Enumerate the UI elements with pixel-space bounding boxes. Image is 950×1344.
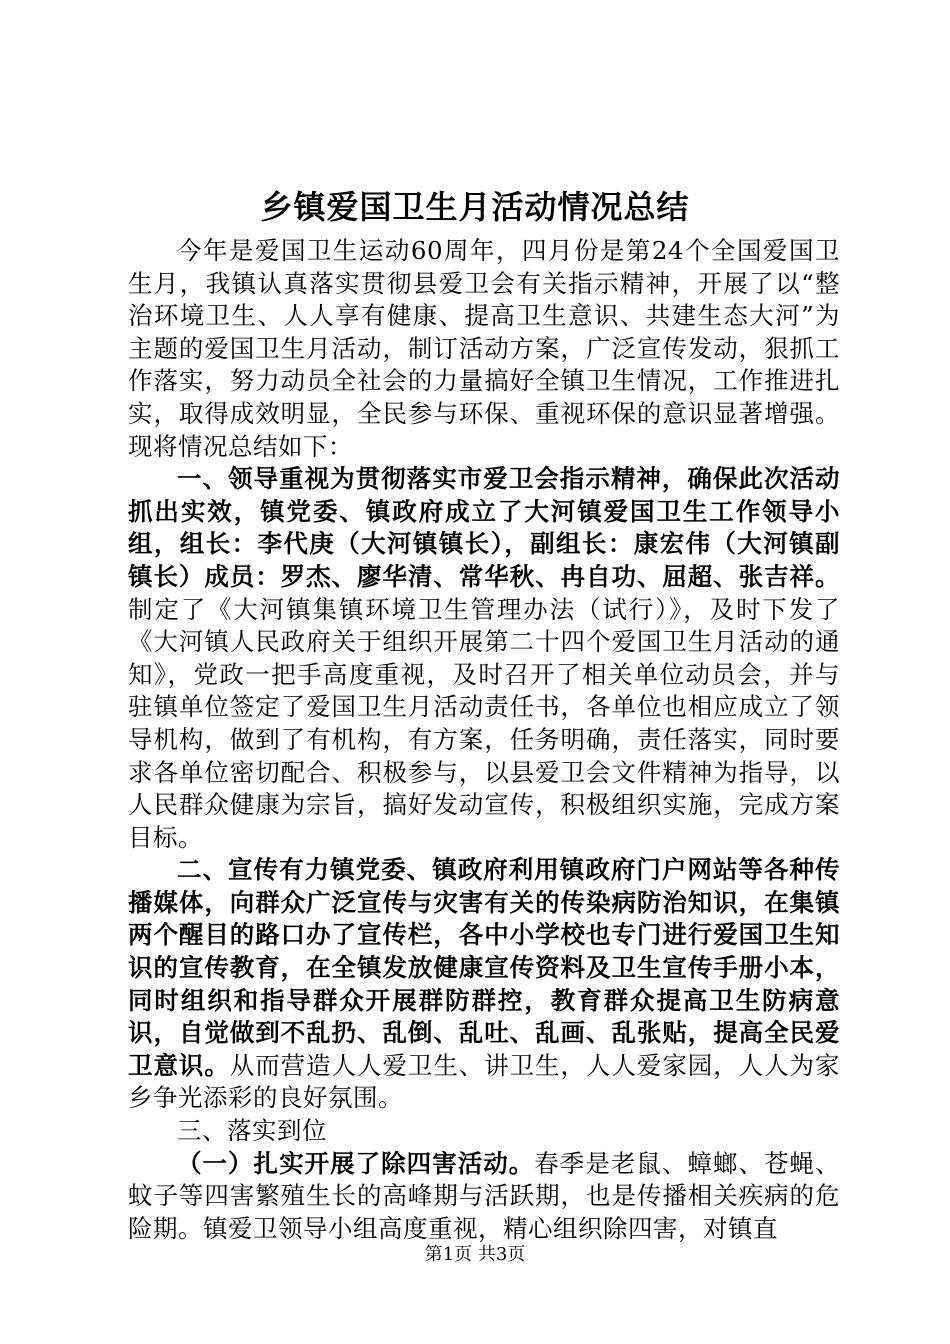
section-2-text: 从而营造人人爱卫生、讲卫生，人人爱家园，人人为家乡争光添彩的良好氛围。 [128,1050,841,1113]
document-title: 乡镇爱国卫生月活动情况总结 [260,188,690,226]
section-3-sub-1-text: 春季是老鼠、蟑螂、苍蝇、蚊子等四害繁殖生长的高峰期与活跃期，也是传播相关疾病的危险期。镇爱卫领导小组高度重视，精心组织除四害，对镇直 [128,1148,841,1243]
section-1-paragraph [128,463,840,854]
section-1-strong: 一、领导重视为贯彻落实市爱卫会指示精神，确保此次活动抓出实效，镇党委、镇政府成立了大河镇爱国卫生工作领导小组，组长：李代庚（大河镇镇长），副组长：康宏伟（大河镇副镇长）成员：罗杰、廖华清、常华秋、冉自功、屈超、张吉祥。 [128,464,840,591]
section-3-sub-1-paragraph [128,1148,840,1246]
intro-paragraph: 今年是爱国卫生运动60周年，四月份是第24个全国爱国卫生月，我镇认真落实贯彻县爱卫会有关指示精神，开展了以“整治环境卫生、人人享有健康、提高卫生意识、共建生态大河”为主题的爱国卫生月活动，制订活动方案，广泛宣传发动，狠抓工作落实，努力动员全社会的力量搞好全镇卫生情况，工作推进扎实，取得成效明显，全民参与环保、重视环保的意识显著增强。现将情况总结如下： [128,236,840,461]
section-3-heading: 三、落实到位 [177,1116,327,1146]
section-1-text: 制定了《大河镇集镇环境卫生管理办法（试行）》，及时下发了《大河镇人民政府关于组织开展第二十四个爱国卫生月活动的通知》，党政一把手高度重视，及时召开了相关单位动员会，并与驻镇单位签定了爱国卫生月活动责任书，各单位也相应成立了领导机构，做到了有机构，有方案，任务明确，责任落实，同时要求各单位密切配合、积极参与，以县爱卫会文件精神为指导，以人民群众健康为宗旨，搞好发动宣传，积极组织实施，完成方案目标。 [128,594,840,852]
section-2-paragraph [128,854,840,1115]
document-body [128,235,840,1245]
section-2-strong: 二、宣传有力镇党委、镇政府利用镇政府门户网站等各种传播媒体，向群众广泛宣传与灾害有关的传染病防治知识，在集镇两个醒目的路口办了宣传栏，各中小学校也专门进行爱国卫生知识的宣传教育，在全镇发放健康宣传资料及卫生宣传手册小本，同时组织和指导群众开展群防群控，教育群众提高卫生防病意识，自觉做到不乱扔、乱倒、乱吐、乱画、乱张贴，提高全民爱卫意识。 [128,855,840,1080]
section-3-sub-1-strong: （一）扎实开展了除四害活动。 [177,1148,535,1178]
page-footer: 第1页 共3页 [424,1244,526,1265]
